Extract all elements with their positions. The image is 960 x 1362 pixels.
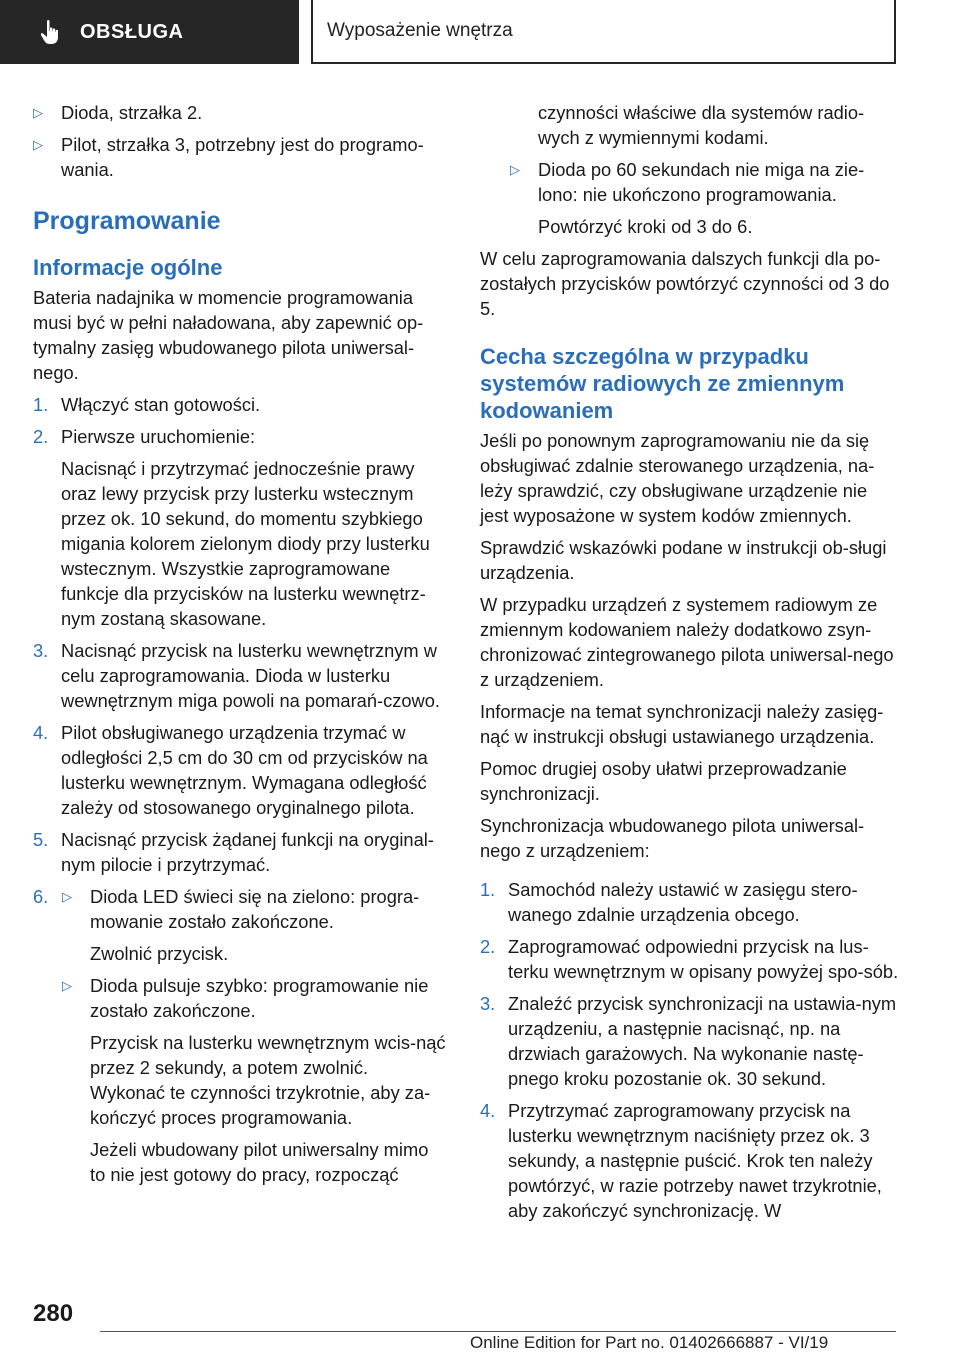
continued-text: czynności właściwe dla systemów radio-wych z wymiennymi kodami. [538, 102, 865, 148]
section-tab [0, 0, 299, 64]
paragraph: W celu zaprogramowania dalszych funkcji dla po-zostałych przycisków powtórzyć czynności od 3 do 5. [480, 248, 890, 319]
left-column [33, 100, 448, 1194]
step-4: 4. Pilot obsługiwanego urządzenia trzymać w odległości 2,5 cm do 30 cm od przycisków na lusterku wewnętrznym. Wymagana odległość zależy od stosowanego oryginalnego pilota. [33, 722, 428, 818]
paragraph: Informacje na temat synchronizacji należy zasięg-nąć w instrukcji obsługi ustawianego urządzenia. [480, 701, 884, 747]
triangle-bullet-icon: ▷ [33, 137, 43, 152]
hand-pointer-icon [36, 17, 66, 47]
chapter-title: Wyposażenie wnętrza [311, 0, 896, 64]
section-label: OBSŁUGA [80, 20, 184, 43]
step-3: 3. Nacisnąć przycisk na lusterku wewnętrznym w celu zaprogramowania. Dioda w lusterku wewnętrznym miga powoli na pomarań-czowo. [33, 640, 440, 711]
step-4: 4. Przytrzymać zaprogramowany przycisk na lusterku wewnętrznym naciśnięty przez ok. 3 sekundy, a następnie puścić. Krok ten należy powtórzyć, w razie potrzeby nawet trzykrotnie, aby zakończyć synchronizację. W [480, 1100, 882, 1221]
paragraph: Sprawdzić wskazówki podane w instrukcji ob-sługi urządzenia. [480, 537, 887, 583]
step-3: 3. Znaleźć przycisk synchronizacji na ustawia-nym urządzeniu, a następnie nacisnąć, np. na drzwiach garażowych. Na wykonanie nastę-pnego kroku pozostanie ok. 30 sekund. [480, 993, 897, 1089]
list-item: ▷ Dioda po 60 sekundach nie miga na zie-lono: nie ukończono programowania. [510, 159, 865, 205]
step-2: 2. Pierwsze uruchomienie: Nacisnąć i przytrzymać jednocześnie prawy oraz lewy przycisk przy lusterku wstecznym przez ok. 10 sekund, do momentu szybkiego migania kolorem zielonym diody przy lusterku wstecznym. Wszystkie zaprogramowane funkcje dla przycisków na lusterku wewnętrz-nym zostaną skasowane. [33, 426, 430, 629]
step-1: 1. Włączyć stan gotowości. [33, 394, 261, 415]
subsection-heading: Cecha szczególna w przypadku systemów radiowych ze zmiennym kodowaniem [480, 344, 845, 423]
triangle-bullet-icon: ▷ [62, 978, 72, 993]
intro-paragraph: Bateria nadajnika w momencie programowania musi być w pełni naładowana, aby zapewnić op-tymalny zasięg wbudowanego pilota uniwersal-nego. [33, 287, 424, 383]
page-number: 280 [33, 1300, 74, 1327]
step-5: 5. Nacisnąć przycisk żądanej funkcji na oryginal-nym pilocie i przytrzymać. [33, 829, 434, 875]
footer-divider [100, 1331, 896, 1332]
page-header [0, 0, 960, 66]
subsection-heading: Informacje ogólne [33, 255, 223, 280]
paragraph: Synchronizacja wbudowanego pilota uniwersal-nego z urządzeniem: [480, 815, 865, 861]
edition-note: Online Edition for Part no. 01402666887 - VI/19 [470, 1333, 829, 1352]
triangle-bullet-icon: ▷ [510, 162, 520, 177]
paragraph: Jeśli po ponownym zaprogramowaniu nie da się obsługiwać zdalnie sterowanego urządzenia, na-leży sprawdzić, czy obsługiwane urządzenie nie jest wyposażone w system kodów zmiennych. [480, 430, 875, 526]
list-item: ▷ Dioda, strzałka 2. [33, 102, 203, 123]
step-1: 1. Samochód należy ustawić w zasięgu stero-wanego zdalnie urządzenia obcego. [480, 879, 858, 925]
right-column: czynności właściwe dla systemów radio-wych z wymiennymi kodami. ▷ Dioda po 60 sekundach nie miga na zie-lono: nie ukończono programowania. Powtórzyć kroki od 3 do 6. W celu zaprogramowania dalszych funkcji dla po-zostałych przycisków powtórzyć czynności od 3 do 5. Cecha szczególna w przypadku systemów radiowych ze zmiennym kodowaniem Jeśli po ponownym zaprogramowaniu nie da się obsługiwać zdalnie sterowanego urządzenia, na-leży sprawdzić, czy obsługiwane urządzenie nie jest wyposażone w system kodów zmiennych. Sprawdzić wskazówki podane w instrukcji ob-sługi urządzenia. W przypadku urządzeń z systemem radiowym ze zmiennym kodowaniem należy dodatkowo zsyn-chronizować zintegrowanego pilota uniwersal-nego z urządzeniem. Informacje na temat synchronizacji należy zasięg-nąć w instrukcji obsługi ustawianego urządzenia. Pomoc drugiej osoby ułatwi przeprowadzanie synchronizacji. Synchronizacja wbudowanego pilota uniwersal-nego z urządzeniem: 1. Samochód należy ustawić w zasięgu stero-wanego zdalnie urządzenia obcego. 2. Zaprogramować odpowiedni przycisk na lus-terku wewnętrznym w opisany powyżej spo-sób. 3. Znaleźć przycisk synchronizacji na ustawia-nym urządzeniu, a następnie nacisnąć, np. na drzwiach garażowych. Na wykonanie nastę-pnego kroku pozostanie ok. 30 sekund. 4. Przytrzymać zaprogramowany przycisk na lusterku wewnętrznym naciśnięty przez ok. 3 sekundy, a następnie puścić. Krok ten należy powtórzyć, w razie potrzeby nawet trzykrotnie, aby zakończyć synchronizację. W [480, 102, 899, 1221]
list-item: ▷ Pilot, strzałka 3, potrzebny jest do programo-wania. [33, 134, 424, 180]
list-item: ▷ Dioda pulsuje szybko: programowanie nie zostało zakończone. [62, 975, 429, 1021]
triangle-bullet-icon: ▷ [62, 889, 72, 904]
triangle-bullet-icon: ▷ [33, 105, 43, 120]
step-2: 2. Zaprogramować odpowiedni przycisk na lus-terku wewnętrznym w opisany powyżej spo-sób. [480, 936, 899, 982]
paragraph: W przypadku urządzeń z systemem radiowym ze zmiennym kodowaniem należy dodatkowo zsyn-chronizować zintegrowanego pilota uniwersal-nego z urządzeniem. [480, 594, 894, 690]
section-heading: Programowanie [33, 207, 221, 235]
paragraph: Pomoc drugiej osoby ułatwi przeprowadzanie synchronizacji. [480, 758, 847, 804]
step-6: 6. ▷ Dioda LED świeci się na zielono: progra-mowanie zostało zakończone. Zwolnić przycisk. ▷ Dioda pulsuje szybko: programowanie nie zostało zakończone. Przycisk na lusterku wewnętrznym wcis-nąć przez 2 sekundy, a potem zwolnić. Wykonać te czynności trzykrotnie, aby za-kończyć proces programowania. Jeżeli wbudowany pilot uniwersalny mimo to nie jest gotowy do pracy, rozpocząć [33, 884, 448, 1187]
